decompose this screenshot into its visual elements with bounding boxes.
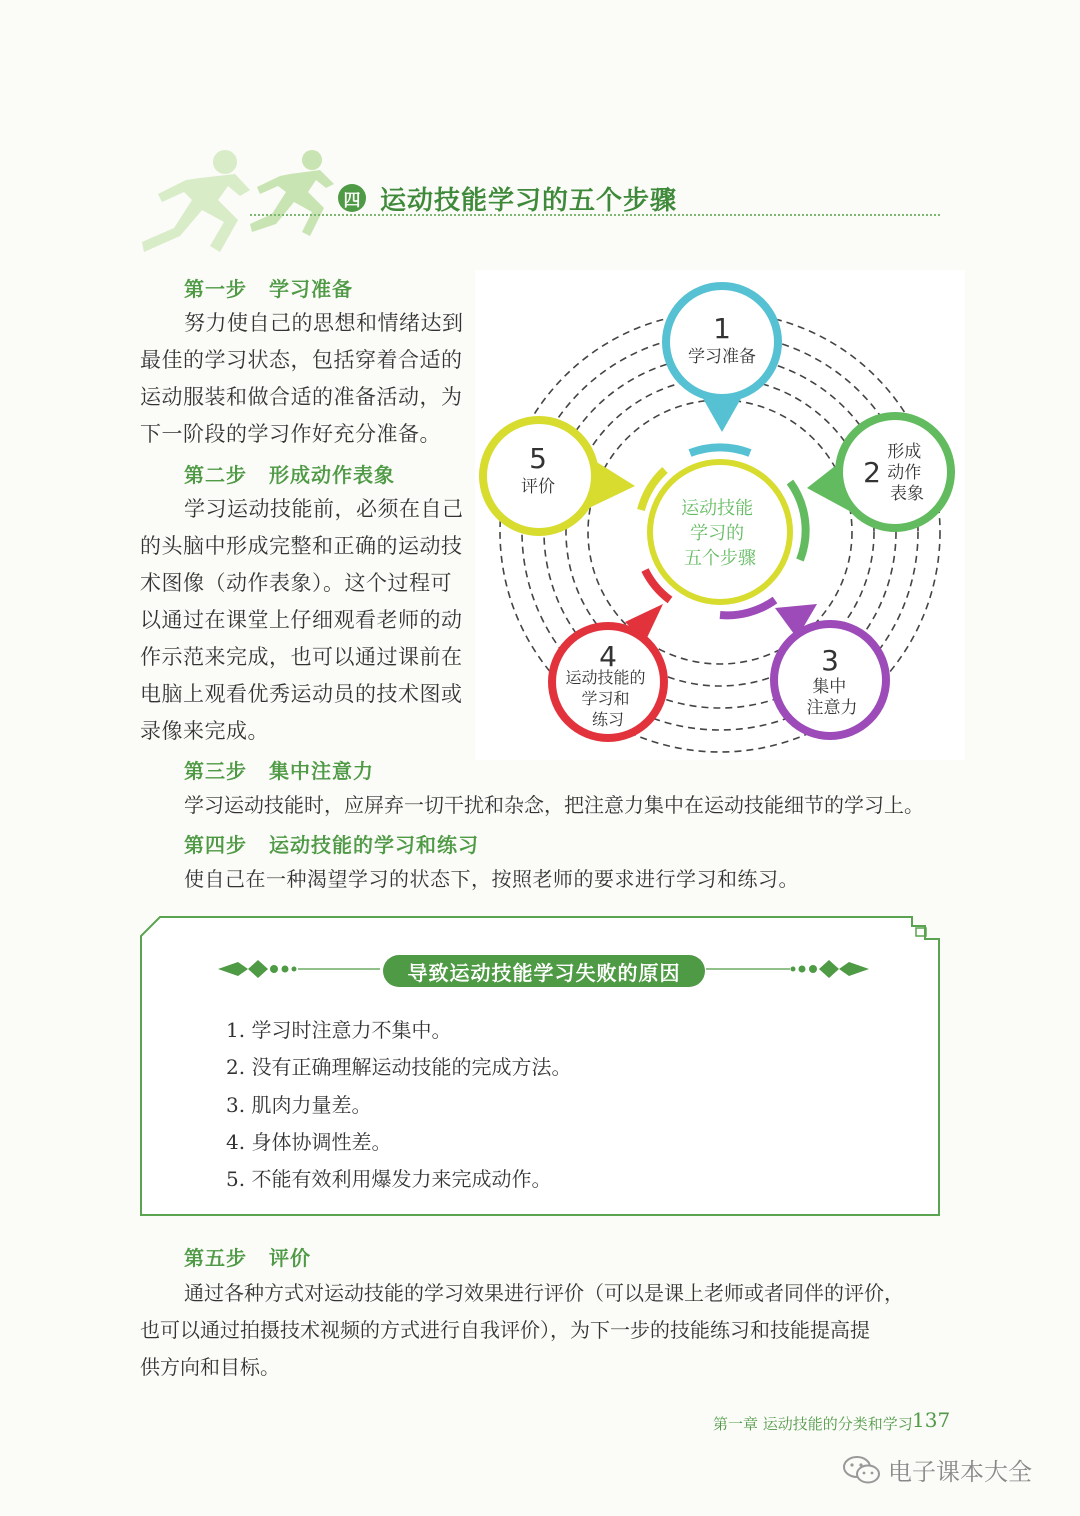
failure-reason-item: 2. 没有正确理解运动技能的完成方法。 [226, 1055, 572, 1079]
section-number-badge: 四 [338, 184, 366, 212]
node-3-label [807, 677, 858, 718]
node-4-label-line: 学习和 [581, 689, 630, 708]
watermark [842, 1452, 1032, 1487]
step-3-heading: 第三步 集中注意力 [184, 759, 374, 783]
node-3-label-line: 注意力 [806, 698, 858, 718]
step-1-line: 运动服装和做合适的准备活动，为 [140, 385, 463, 409]
runners-decoration [140, 140, 350, 260]
step-5-text [140, 1275, 950, 1386]
node-2-label-line: 表象 [890, 484, 924, 504]
step-1-line: 下一阶段的学习作好充分准备。 [140, 422, 441, 446]
node-2-number: 2 [863, 456, 881, 489]
failure-reason-item: 4. 身体协调性差。 [226, 1130, 392, 1154]
node-2-label-line: 形成 [887, 442, 922, 462]
step-2-line: 作示范来完成，也可以通过课前在 [140, 645, 463, 669]
step-2-line: 录像来完成。 [140, 719, 269, 743]
node-1-number: 1 [713, 312, 731, 345]
node-4-label-line: 运动技能的 [565, 668, 646, 687]
five-steps-diagram [475, 270, 965, 760]
node-4-label-line: 练习 [591, 710, 625, 729]
step-1-line: 努力使自己的思想和情绪达到 [184, 311, 464, 335]
step-4-text: 使自己在一种渴望学习的状态下，按照老师的要求进行学习和练习。 [184, 867, 799, 891]
step-2-line: 的头脑中形成完整和正确的运动技 [140, 534, 463, 558]
step-2-line: 术图像（动作表象）。这个过程可 [140, 571, 452, 595]
step-1-line: 最佳的学习状态，包括穿着合适的 [140, 348, 463, 372]
center-label-line: 运动技能 [681, 498, 754, 519]
step-2-text [140, 491, 470, 750]
node-5-label: 评价 [521, 477, 555, 497]
failure-reason-item: 3. 肌肉力量差。 [226, 1093, 372, 1117]
step-4-heading: 第四步 运动技能的学习和练习 [184, 833, 479, 857]
failure-reason-item: 1. 学习时注意力不集中。 [226, 1018, 452, 1042]
watermark-text: 电子课本大全 [888, 1458, 1032, 1486]
failure-box-title: 导致运动技能学习失败的原因 [383, 955, 705, 987]
node-1-label: 学习准备 [688, 347, 756, 367]
node-5-number: 5 [529, 442, 547, 475]
step-5-heading: 第五步 评价 [184, 1246, 311, 1270]
step-5-line: 通过各种方式对运动技能的学习效果进行评价（可以是课上老师或者同伴的评价， [184, 1281, 904, 1305]
step-2-line: 以通过在课堂上仔细观看老师的动 [140, 608, 463, 632]
title-dotted-underline [250, 214, 940, 216]
step-5-line: 供方向和目标。 [140, 1355, 280, 1379]
step-5-line: 也可以通过拍摄技术视频的方式进行自我评价），为下一步的技能练习和技能提高提 [140, 1318, 870, 1342]
wechat-icon [842, 1454, 882, 1486]
center-label-line: 学习的 [690, 523, 745, 544]
step-1-text [140, 305, 470, 453]
section-title [338, 180, 677, 216]
step-2-heading: 第二步 形成动作表象 [184, 463, 395, 487]
node-2-label-line: 动作 [887, 463, 922, 483]
step-3-text: 学习运动技能时，应屏弃一切干扰和杂念，把注意力集中在运动技能细节的学习上。 [184, 793, 924, 817]
section-title-text: 运动技能学习的五个步骤 [380, 185, 678, 216]
node-3-number: 3 [821, 644, 839, 677]
step-2-line: 电脑上观看优秀运动员的技术图或 [140, 682, 463, 706]
chapter-footer: 第一章 运动技能的分类和学习 [713, 1415, 913, 1433]
page-number: 137 [912, 1408, 951, 1432]
step-2-line: 学习运动技能前，必须在自己 [184, 497, 464, 521]
node-2-label [887, 442, 926, 504]
step-1-heading: 第一步 学习准备 [184, 277, 353, 301]
node-4-number: 4 [599, 640, 617, 673]
node-3-label-line: 集中 [812, 677, 847, 697]
center-label [681, 498, 759, 569]
center-label-line: 五个步骤 [684, 548, 756, 569]
failure-reason-item: 5. 不能有效利用爆发力来完成动作。 [226, 1167, 552, 1191]
